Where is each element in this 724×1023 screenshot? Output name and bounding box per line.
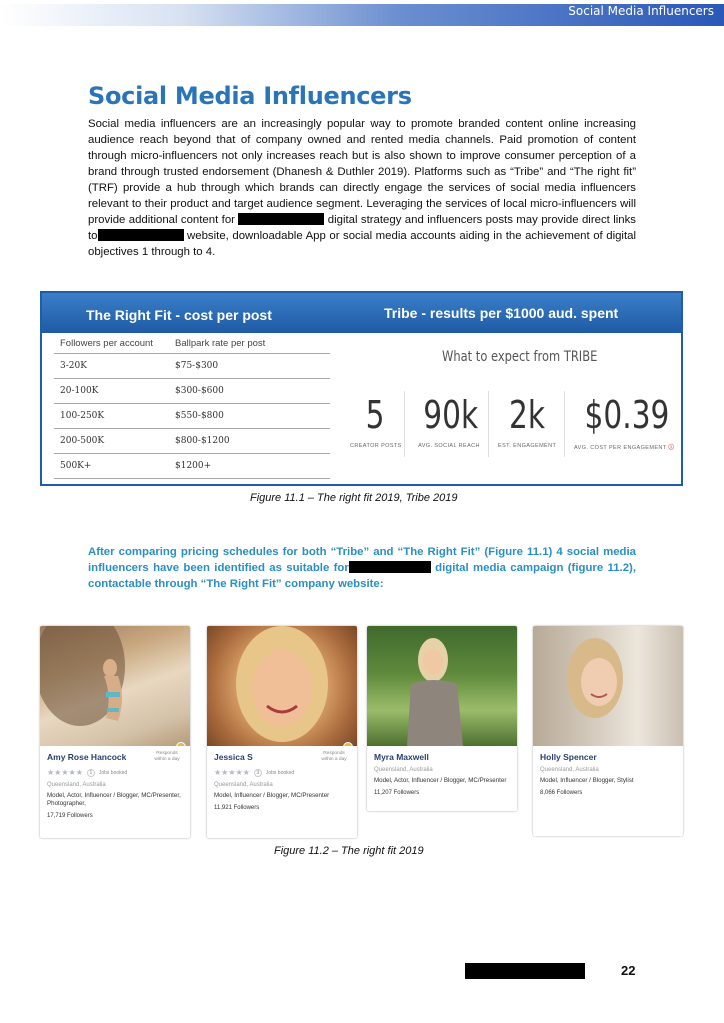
card-body [207,746,357,811]
influencer-roles: Model, Actor, Influencer / Blogger, MC/Presenter, Photographer, [47,792,181,807]
lead-paragraph [88,544,636,592]
influencer-card[interactable] [533,626,683,836]
stat-value: 5 [365,393,385,437]
right-fit-title: The Right Fit - cost per post [86,307,272,323]
table-cell: 500K+ [60,461,92,471]
stat-value: $0.39 [584,393,670,437]
body-paragraph [88,116,636,260]
lead-text-a: After comparing pricing schedules for both “Tribe” and “The Right Fit” (Figure 11.1) 4 social media influencers have been identified as suitable for [88,546,636,574]
stat-cost-per-engagement [574,393,675,451]
card-body [40,746,190,819]
table-header-row [54,333,330,354]
redaction-block [349,561,431,573]
table-row [54,454,330,479]
table-cell: $1200+ [175,461,212,471]
table-cell: 3-20K [60,361,87,371]
table-cell: $800-$1200 [175,436,230,446]
influencer-card[interactable] [367,626,517,811]
influencer-roles: Model, Actor, Influencer / Blogger, MC/Presenter [374,777,507,784]
influencer-name[interactable]: Jessica S [214,752,253,762]
figure-caption-1: Figure 11.1 – The right fit 2019, Tribe 2019 [250,492,458,504]
lead-text-b: digital media campaign (figure 11.2), contactable through “The Right Fit” company website: [88,562,637,590]
jobs-count-badge: 3 [254,769,262,777]
body-text-a: Social media influencers are an increasingly popular way to promote branded content online increasing audience reach beyond that of company owned and rented media channels. Paid promotion of content through micro-influencers not only increases reach but is also shown to improve consumer perception of a brand through trusted endorsement (Dhanesh & Duthler 2019). Platforms such as “Tribe” and “The right fit” (TRF) provide a hub through which brands can directly engage the services of social media influencers relevant to their product and target audience segment. Leveraging the services of local micro-influencers will provide additional content for [88,118,636,226]
figure-caption-2: Figure 11.2 – The right fit 2019 [274,845,424,857]
response-time: Responds within a day [154,751,180,762]
influencer-followers: 11,207 Followers [374,790,420,796]
table-cell: $75-$300 [175,361,219,371]
stat-divider [564,391,565,457]
redaction-block [238,213,324,225]
photo-beach-figure [40,626,190,746]
page-title: Social Media Influencers [88,82,412,110]
influencer-followers: 17,719 Followers [47,813,93,819]
info-icon[interactable]: ⓘ [668,445,675,451]
response-time: Responds within a day [321,751,347,762]
table-row [54,404,330,429]
stat-value: 90k [423,393,479,437]
table-header-cell: Ballpark rate per post [175,337,266,349]
header-title: Social Media Influencers [568,4,714,18]
table-cell: $550-$800 [175,411,224,421]
rating-row [47,768,183,777]
influencer-card[interactable] [40,626,190,838]
rating-row [214,768,350,777]
photo-garden-figure [367,626,517,746]
stat-value: 2k [508,393,546,437]
influencer-photo [533,626,683,746]
stat-social-reach [416,393,482,449]
jobs-label: Jobs booked [98,769,128,776]
influencer-photo [207,626,357,746]
footer-redaction-block [465,963,585,979]
influencer-name[interactable]: Myra Maxwell [374,752,429,762]
stat-label: AVG. SOCIAL REACH [418,443,480,449]
body-text-c: website, downloadable App or social media accounts aiding in the achievement of digital objectives 1 through to 4. [88,230,636,258]
photo-portrait [207,626,357,746]
influencer-location: Queensland, Australia [374,767,433,773]
table-row [54,354,330,379]
right-fit-rate-table [54,333,330,479]
star-rating: ★★★★★ [47,768,83,777]
influencer-roles: Model, Influencer / Blogger, Stylist [540,777,634,784]
table-cell: 20-100K [60,386,99,396]
tribe-title: Tribe - results per $1000 aud. spent [384,305,619,321]
star-rating: ★★★★★ [214,768,250,777]
figure-pricing [40,291,683,486]
table-row [54,429,330,454]
table-cell: 100-250K [60,411,105,421]
jobs-count-badge: 1 [87,769,95,777]
stat-label [574,443,675,451]
stat-divider [488,391,489,457]
page-number: 22 [621,963,636,978]
body-text-b: digital strategy and influencers posts may provide direct links to [88,214,636,242]
stat-label-text: AVG. COST PER ENGAGEMENT [574,445,667,451]
influencer-photo [40,626,190,746]
table-row [54,379,330,404]
table-cell: $300-$600 [175,386,224,396]
influencer-location: Queensland, Australia [540,767,599,773]
influencer-location: Queensland, Australia [214,782,273,788]
table-cell: 200-500K [60,436,105,446]
influencer-location: Queensland, Australia [47,782,106,788]
photo-mirror-figure [533,626,683,746]
influencer-card[interactable] [207,626,357,838]
tribe-heading: What to expect from TRIBE [442,349,598,365]
stat-divider [404,391,405,457]
influencer-roles: Model, Influencer / Blogger, MC/Presenter [214,792,330,799]
stat-creator-posts [350,393,400,449]
redaction-block [98,229,184,241]
influencer-followers: 8,066 Followers [540,790,583,796]
influencer-followers: 11,921 Followers [214,805,260,811]
stat-engagement [498,393,556,449]
table-header-cell: Followers per account [60,337,153,349]
card-body [367,746,517,796]
influencer-name[interactable]: Amy Rose Hancock [47,752,127,762]
stat-label: EST. ENGAGEMENT [498,443,557,449]
jobs-label: Jobs booked [265,769,295,776]
stat-label: CREATOR POSTS [350,443,402,449]
influencer-name[interactable]: Holly Spencer [540,752,597,762]
influencer-photo [367,626,517,746]
card-body [533,746,683,796]
